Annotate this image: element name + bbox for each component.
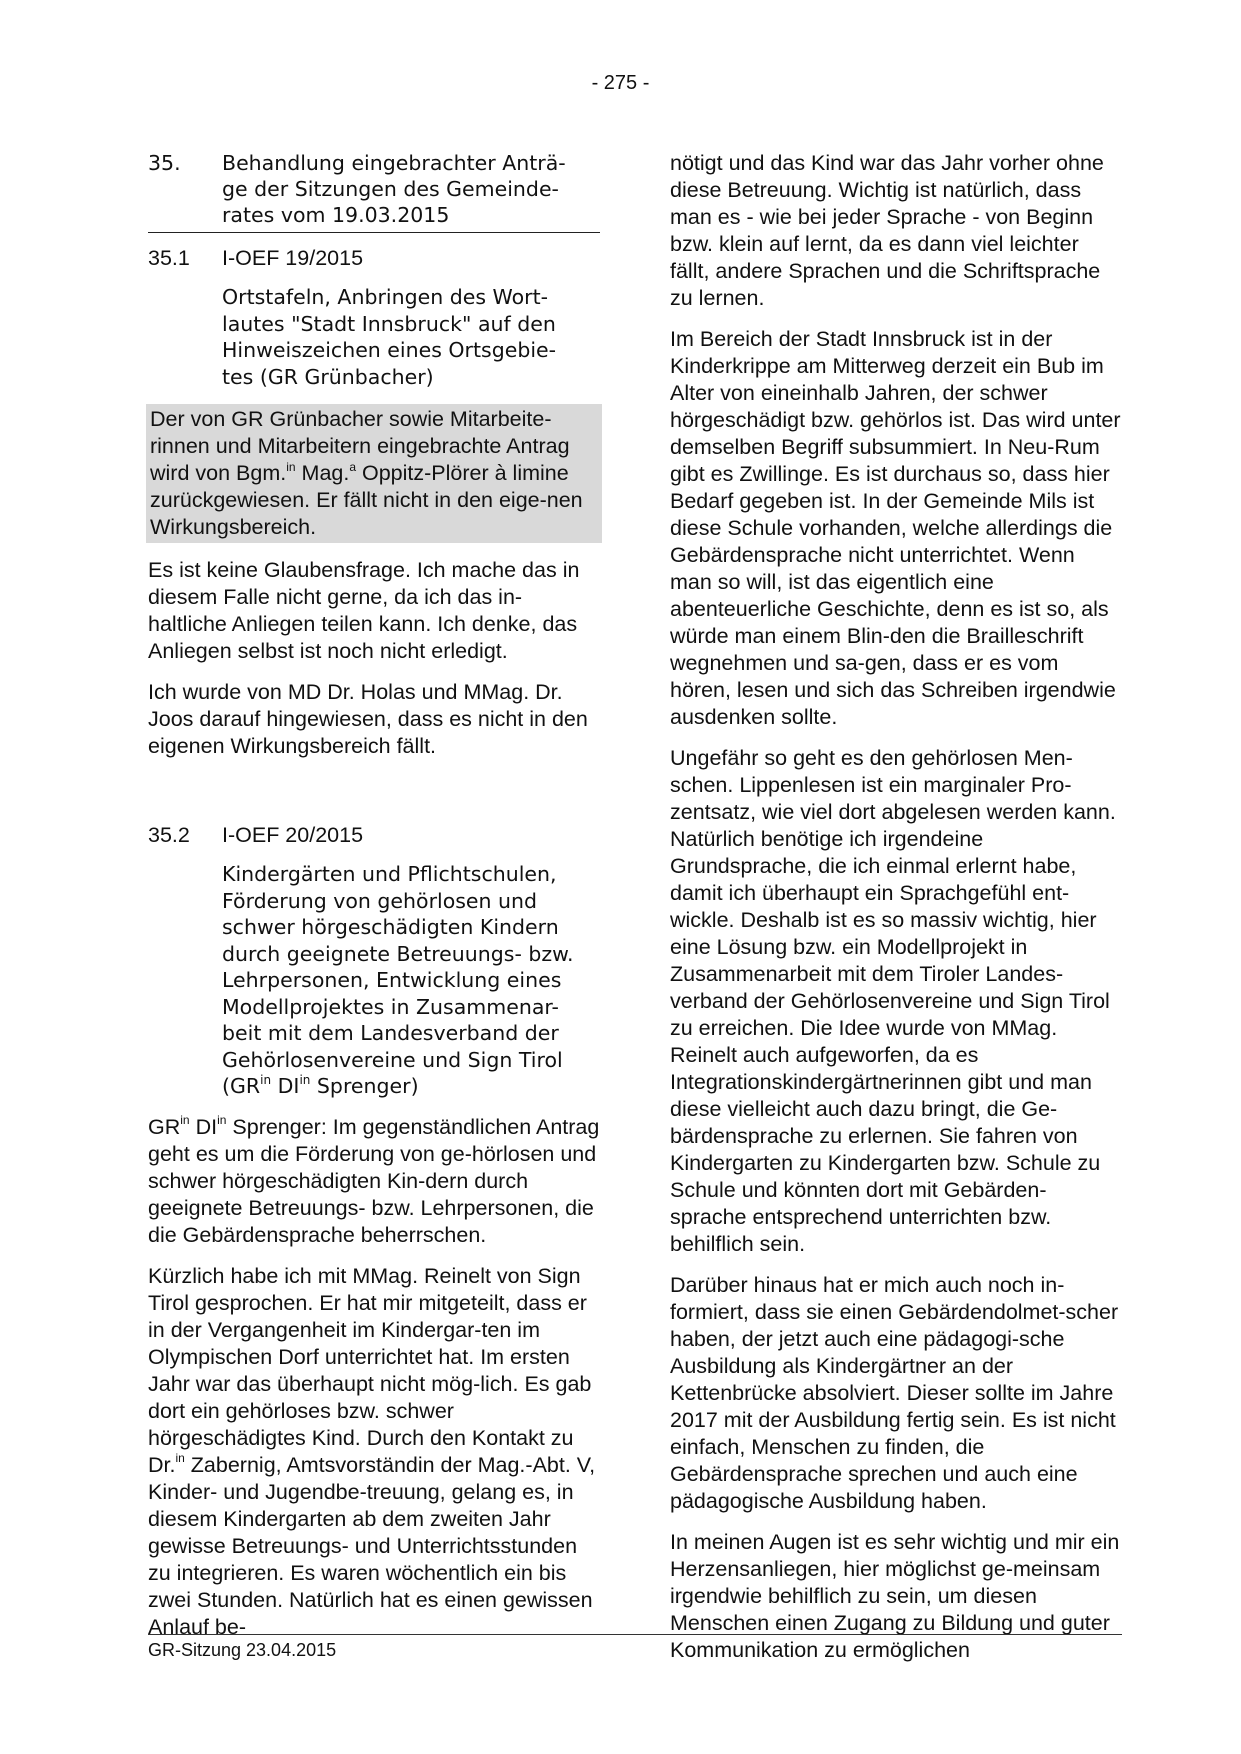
paragraph bbox=[148, 1263, 600, 1641]
item-title-line: Gehörlosenvereine und Sign Tirol bbox=[222, 1047, 563, 1072]
section-title bbox=[222, 150, 600, 228]
right-column bbox=[670, 150, 1122, 1678]
title-text: (GR bbox=[222, 1074, 261, 1098]
title-text: DI bbox=[271, 1074, 300, 1098]
superscript: in bbox=[286, 459, 296, 474]
item-number: 35.2 bbox=[148, 823, 190, 847]
title-text: Sprenger) bbox=[310, 1074, 419, 1098]
item-title-line: Kindergärten und Pflichtschulen, bbox=[222, 862, 557, 886]
item-title-line: beit mit dem Landesverband der bbox=[222, 1021, 559, 1045]
item-title-line: durch geeignete Betreuungs- bzw. bbox=[222, 941, 574, 966]
item-title-line: lautes "Stadt Innsbruck" auf den bbox=[222, 311, 556, 336]
decision-text: Der von GR Grünbacher sowie Mitarbeite-rinnen und Mitarbeitern eingebrachte Antrag wird von Bgm. bbox=[150, 407, 570, 485]
section-title-line: Behandlung eingebrachter Anträ- bbox=[222, 151, 566, 175]
paragraph: Ich wurde von MD Dr. Holas und MMag. Dr. Joos darauf hingewiesen, dass es nicht in den eigenen Wirkungsbereich fällt. bbox=[148, 680, 588, 758]
item-code: I-OEF 20/2015 bbox=[222, 823, 364, 847]
section-number: 35. bbox=[148, 151, 181, 175]
superscript: in bbox=[175, 1451, 185, 1466]
decision-text: Mag. bbox=[295, 461, 350, 485]
paragraph: Es ist keine Glaubensfrage. Ich mache das in diesem Falle nicht gerne, da ich das in-haltliche Anliegen teilen kann. Ich denke, das Anliegen selbst ist noch nicht erledigt. bbox=[148, 558, 580, 663]
footer-text: GR-Sitzung 23.04.2015 bbox=[148, 1640, 337, 1660]
item-title-line: Modellprojektes in Zusammenar- bbox=[222, 994, 559, 1019]
item-title-line: Lehrpersonen, Entwicklung eines bbox=[222, 968, 562, 992]
item-title-line: schwer hörgeschädigten Kindern bbox=[222, 915, 559, 939]
item-header bbox=[148, 822, 600, 849]
section-divider bbox=[148, 232, 600, 233]
section-title-line: rates vom 19.03.2015 bbox=[222, 203, 450, 227]
footer-divider bbox=[148, 1634, 1122, 1635]
item-title-line: Ortstafeln, Anbringen des Wort- bbox=[222, 285, 549, 309]
decision-text: Oppitz-Plörer à limine zurückgewiesen. Er fällt nicht in den eige-nen Wirkungsbereich. bbox=[150, 461, 583, 539]
item-code: I-OEF 19/2015 bbox=[222, 246, 364, 270]
section-title-line: ge der Sitzungen des Gemeinde- bbox=[222, 177, 559, 201]
speech-paragraph bbox=[148, 1114, 600, 1249]
paragraph-text: Kürzlich habe ich mit MMag. Reinelt von Sign Tirol gesprochen. Er hat mir mitgeteilt, dass er in der Vergangenheit im Kindergar-ten im Olympischen Dorf unterrichtet hat. Im ersten Jahr war das überhaupt nicht mög-lich. Es gab dort ein gehörloses bzw. schwer hörgeschädigtes Kind. Durch den Kontakt zu Dr. bbox=[148, 1263, 592, 1477]
item-header bbox=[148, 245, 600, 272]
paragraph: Ungefähr so geht es den gehörlosen Men-schen. Lippenlesen ist ein marginaler Pro-zentsatz, wie viel dort abgelesen werden kann. Natürlich benötige ich irgendeine Grundsprache, die ich einmal erlernt habe, damit ich überhaupt ein Sprachgefühl ent-wickle. Deshalb ist es so massiv wichtig, hier eine Lösung bzw. ein Modellprojekt in Zusammenarbeit mit dem Tiroler Landes-verband der Gehörlosenvereine und Sign Tirol zu erreichen. Die Idee wurde von MMag. Reinelt auch aufgeworfen, da es Integrationskindergärtnerinnen gibt und man diese vielleicht auch dazu bringt, die Ge-bärdensprache zu erlernen. Sie fahren von Kindergarten zu Kindergarten bzw. Schule zu Schule und könnten dort mit Gebärden-sprache entsprechend unterrichten bzw. behilflich sein. bbox=[670, 746, 1116, 1256]
superscript: in bbox=[299, 1073, 311, 1088]
decision-box bbox=[146, 404, 602, 543]
item-title-line bbox=[222, 1074, 419, 1098]
superscript: in bbox=[260, 1073, 272, 1088]
left-column bbox=[148, 150, 600, 1655]
item-title bbox=[222, 284, 600, 390]
item-number: 35.1 bbox=[148, 246, 190, 270]
superscript: a bbox=[349, 459, 357, 474]
paragraph-text: Zabernig, Amtsvorständin der Mag.-Abt. V, Kinder- und Jugendbe-treuung, gelang es, in diesem Kindergarten ab dem zweiten Jahr gewisse Betreuungs- und Unterrichtsstunden zu integrieren. Es waren wöchentlich ein bis zwei Stunden. Natürlich hat es einen gewissen Anlauf be- bbox=[148, 1452, 596, 1639]
paragraph: Im Bereich der Stadt Innsbruck ist in der Kinderkrippe am Mitterweg derzeit ein Bub im Alter von eineinhalb Jahren, der schwer hörgeschädigt bzw. gehörlos ist. Das wird unter demselben Begriff subsummiert. In Neu-Rum gibt es Zwillinge. Es ist durchaus so, dass hier Bedarf gegeben ist. In der Gemeinde Mils ist diese Schule vorhanden, welche allerdings die Gebärdensprache nicht unterrichtet. Wenn man so will, ist das eigentlich eine abenteuerliche Geschichte, denn es ist so, als würde man einem Blin-den die Brailleschrift wegnehmen und sa-gen, dass er es vom hören, lesen und sich das Schreiben irgendwie ausdenken sollte. bbox=[670, 327, 1121, 729]
section-heading bbox=[148, 150, 600, 228]
item-title-line: Förderung von gehörlosen und bbox=[222, 888, 538, 913]
speech-text: Sprenger: Im gegenständlichen Antrag geht es um die Förderung von ge-hörlosen und schwer hörgeschädigten Kin-dern durch geeignete Betreuungs- bzw. Lehrpersonen, die die Gebärdensprache beherrschen. bbox=[148, 1114, 600, 1247]
speaker-text: GR bbox=[148, 1114, 181, 1139]
page-number: - 275 - bbox=[591, 72, 650, 94]
paragraph: nötigt und das Kind war das Jahr vorher ohne diese Betreuung. Wichtig ist natürlich, dass man es - wie bei jeder Sprache - von Beginn bzw. klein auf lernt, da es dann viel leichter fällt, andere Sprachen und die Schriftsprache zu lernen. bbox=[670, 151, 1104, 310]
speaker-text: DI bbox=[189, 1114, 218, 1139]
superscript: in bbox=[180, 1113, 190, 1128]
item-title bbox=[222, 861, 600, 1100]
paragraph: Darüber hinaus hat er mich auch noch in-formiert, dass sie einen Gebärdendolmet-scher haben, der jetzt auch eine pädagogi-sche Ausbildung als Kindergärtner an der Kettenbrücke absolviert. Dieser sollte im Jahre 2017 mit der Ausbildung fertig sein. Es ist nicht einfach, Menschen zu finden, die Gebärdensprache sprechen und auch eine pädagogische Ausbildung haben. bbox=[670, 1273, 1119, 1513]
superscript: in bbox=[217, 1113, 227, 1128]
item-title-line: Hinweiszeichen eines Ortsgebie- bbox=[222, 338, 557, 362]
item-title-line: tes (GR Grünbacher) bbox=[222, 364, 434, 389]
paragraph: In meinen Augen ist es sehr wichtig und mir ein Herzensanliegen, hier möglichst ge-meinsam irgendwie behilflich zu sein, um diesen Menschen einen Zugang zu Bildung und guter Kommunikation zu ermöglichen bbox=[670, 1530, 1120, 1662]
